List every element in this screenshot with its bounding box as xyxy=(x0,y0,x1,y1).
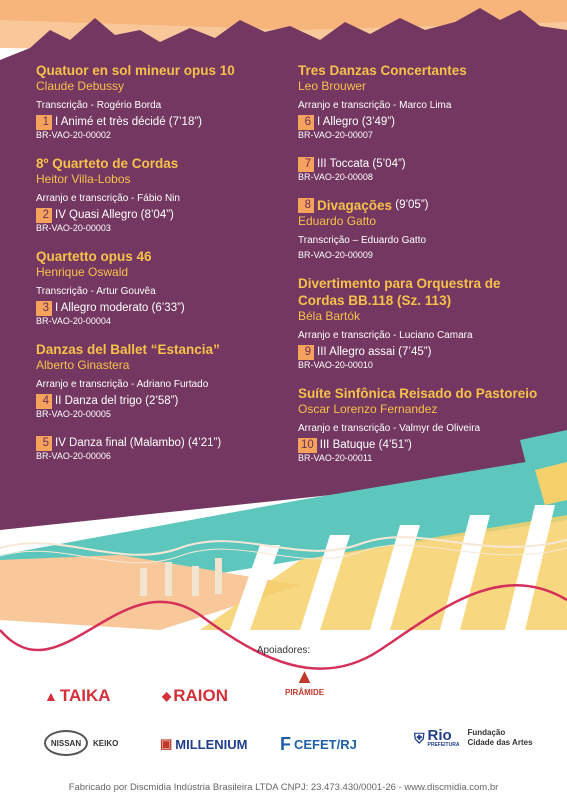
isrc-code: BR-VAO-20-00005 xyxy=(36,409,111,419)
track-label: IV Danza final (Malambo) (4’21”) xyxy=(55,437,222,449)
work-title: Divagações xyxy=(317,198,393,213)
credit-line: Arranjo e transcrição - Fábio Nin xyxy=(36,193,180,204)
work-villa-lobos xyxy=(36,155,286,234)
isrc-code: BR-VAO-20-00008 xyxy=(298,172,373,182)
nissan-logo: NISSAN KEIKO xyxy=(44,730,118,756)
track-item[interactable] xyxy=(298,157,548,172)
pyramid-icon: ▲ xyxy=(294,666,315,688)
track-item[interactable] xyxy=(36,436,286,451)
isrc-code: BR-VAO-20-00004 xyxy=(36,316,111,326)
track-label: I Animé et très décidé (7’18”) xyxy=(55,116,203,128)
cefet-logo: F CEFET/RJ xyxy=(280,734,357,754)
track-label: III Batuque (4’51”) xyxy=(319,439,412,451)
composer-name: Heitor Villa-Lobos xyxy=(36,172,131,186)
work-title: 8º Quarteto de Cordas xyxy=(36,156,179,171)
credit-line: Arranjo e transcrição - Valmyr de Oliveira xyxy=(298,423,481,434)
track-number: 10 xyxy=(298,438,317,453)
isrc-code: BR-VAO-20-00002 xyxy=(36,130,111,140)
track-number: 8 xyxy=(298,198,314,213)
work-brouwer xyxy=(298,62,548,183)
work-title: Quartetto opus 46 xyxy=(36,249,152,264)
work-bartok xyxy=(298,275,548,371)
credit-line: Arranjo e transcrição - Adriano Furtado xyxy=(36,379,209,390)
f-emblem-icon: F xyxy=(280,734,291,754)
track-label: III Allegro assai (7’45”) xyxy=(317,346,432,358)
credit-line: Transcrição - Artur Gouvêa xyxy=(36,286,156,297)
track-item[interactable] xyxy=(36,394,286,409)
track-label: III Toccata (5’04”) xyxy=(317,158,406,170)
track-number: 3 xyxy=(36,301,52,316)
isrc-code: BR-VAO-20-00007 xyxy=(298,130,373,140)
nissan-emblem-icon: NISSAN xyxy=(44,730,88,756)
work-title: Suíte Sinfônica Reisado do Pastoreio xyxy=(298,386,538,401)
work-title: Tres Danzas Concertantes xyxy=(298,63,467,78)
isrc-code: BR-VAO-20-00009 xyxy=(298,250,373,260)
piramide-logo: ▲ PIRÂMIDE xyxy=(285,666,325,697)
track-item[interactable] xyxy=(36,301,286,316)
left-column xyxy=(36,62,286,476)
composer-name: Alberto Ginastera xyxy=(36,358,130,372)
composer-name: Henrique Oswald xyxy=(36,265,129,279)
credit-line: Transcrição – Eduardo Gatto xyxy=(298,235,427,246)
right-column xyxy=(298,62,548,478)
diamond-icon: ◆ xyxy=(162,689,172,703)
isrc-code: BR-VAO-20-00006 xyxy=(36,451,111,461)
crest-icon: ⛨ xyxy=(414,729,425,746)
track-number: 2 xyxy=(36,208,52,223)
credit-line: Arranjo e transcrição - Luciano Camara xyxy=(298,330,473,341)
work-gatto xyxy=(298,197,548,261)
isrc-code: BR-VAO-20-00003 xyxy=(36,223,111,233)
track-label: I Allegro (3’49”) xyxy=(317,116,395,128)
track-duration: (9’05”) xyxy=(395,199,429,211)
work-debussy xyxy=(36,62,286,141)
work-ginastera xyxy=(36,341,286,462)
work-title: Quatuor en sol mineur opus 10 xyxy=(36,63,235,78)
composer-name: Claude Debussy xyxy=(36,79,125,93)
credit-line: Arranjo e transcrição - Marco Lima xyxy=(298,100,452,111)
track-item[interactable] xyxy=(36,208,286,223)
m-emblem-icon: ▣ xyxy=(160,736,173,751)
triangle-icon: ▲ xyxy=(44,688,58,704)
track-number: 9 xyxy=(298,345,314,360)
track-number: 5 xyxy=(36,436,52,451)
work-title: Divertimento para Orquestra de Cordas BB.118 (Sz. 113) xyxy=(298,276,501,308)
track-item[interactable] xyxy=(298,197,548,214)
work-fernandez xyxy=(298,385,548,464)
track-item[interactable] xyxy=(36,115,286,130)
raion-logo: ◆ RAION xyxy=(162,686,229,705)
isrc-code: BR-VAO-20-00011 xyxy=(298,453,373,463)
track-item[interactable] xyxy=(298,345,548,360)
track-label: II Danza del trigo (2’58”) xyxy=(55,395,179,407)
taika-logo: ▲ TAIKA xyxy=(44,686,111,705)
track-number: 4 xyxy=(36,394,52,409)
track-item[interactable] xyxy=(298,115,548,130)
composer-name: Leo Brouwer xyxy=(298,79,367,93)
isrc-code: BR-VAO-20-00010 xyxy=(298,360,373,370)
track-item[interactable] xyxy=(298,438,548,453)
composer-name: Oscar Lorenzo Fernandez xyxy=(298,402,438,416)
composer-name: Béla Bartók xyxy=(298,309,361,323)
millenium-logo: ▣ MILLENIUM xyxy=(160,736,248,752)
credit-line: Transcrição - Rogério Borda xyxy=(36,100,162,111)
track-label: I Allegro moderato (6’33”) xyxy=(55,302,185,314)
work-title: Danzas del Ballet “Estancia” xyxy=(36,342,220,357)
footer-text: Fabricado por Discmidia Indústria Brasileira LTDA CNPJ: 23.473.430/0001-26 - www.discmidia.com.br xyxy=(68,782,499,793)
sponsors-title: Apoiadores: xyxy=(256,645,311,656)
composer-name: Eduardo Gatto xyxy=(298,214,377,228)
track-number: 7 xyxy=(298,157,314,172)
rio-logo: ⛨ Rio PREFEITURA Fundação Cidade das Artes xyxy=(414,726,533,748)
track-label: IV Quasi Allegro (8’04”) xyxy=(55,209,174,221)
track-number: 6 xyxy=(298,115,314,130)
work-oswald xyxy=(36,248,286,327)
track-number: 1 xyxy=(36,115,52,130)
